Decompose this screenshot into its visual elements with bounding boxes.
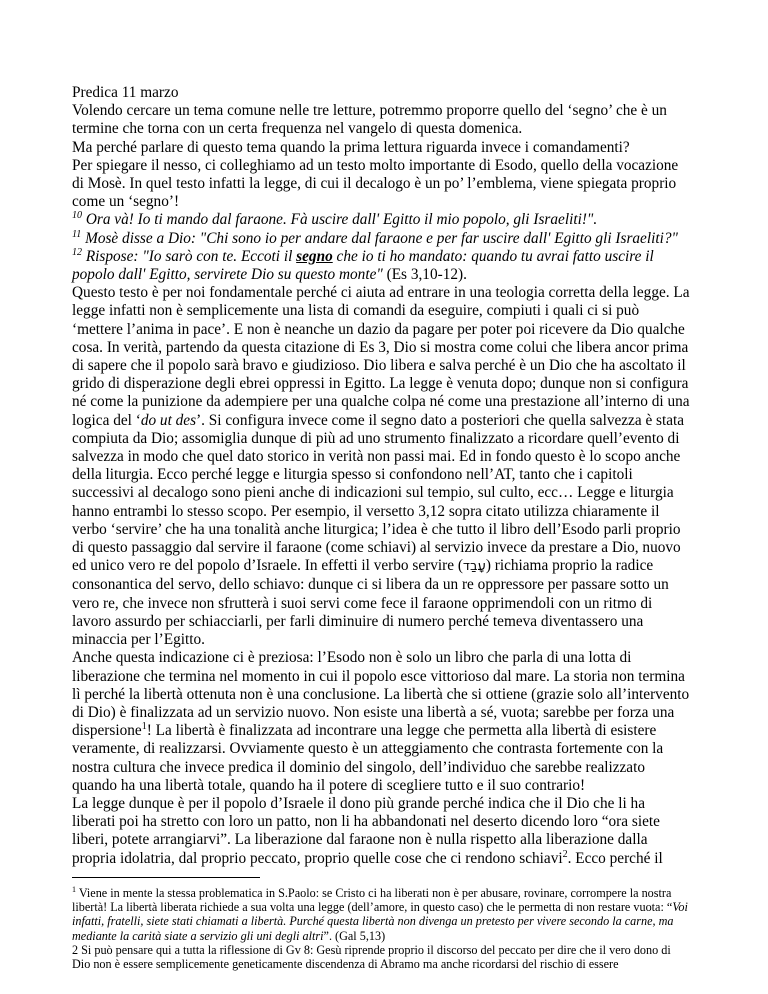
footnote-quote: Voi infatti, fratelli, siete stati chiamati a libertà. Purché questa libertà non divenga un pretesto per vivere secondo la carne, ma mediante la carità siate a servizio gli uni degli altri bbox=[72, 900, 688, 943]
paragraph-intro: Volendo cercare un tema comune nelle tre letture, potremmo proporre quello del ‘segno’ che è un termine che torna con un certa frequenza nel vangelo di questa domenica. bbox=[72, 102, 667, 138]
verse-text: Rispose: "Io sarò con te. Eccoti il bbox=[82, 247, 297, 265]
latin-phrase: do ut des bbox=[140, 411, 197, 429]
verse-number: 10 bbox=[72, 210, 82, 222]
verse-12 bbox=[72, 248, 692, 284]
segno-emphasis: segno bbox=[296, 247, 333, 265]
verse-text: Ora và! Io ti mando dal faraone. Fà uscire dall' Egitto il mio popolo, gli Israeliti!". bbox=[82, 211, 598, 229]
verse-text: che io ti ho mandato: quando tu avrai fatto uscire il popolo dall' Egitto, servirete Dio su questo monte" bbox=[72, 247, 654, 284]
footnotes bbox=[72, 877, 692, 971]
verse-reference: (Es 3,10-12). bbox=[382, 266, 467, 284]
footnote-1: $^1$ Viene in mente la stessa problematica in S.Paolo: se Cristo ci ha liberati non è per abusare, rovinare, corrompere la nostra libertà! La libertà liberata richiede a sua volta una legge (dell’amore, in questo caso) che le permetta di non restare vuota: “Voi infatti, fratelli, siete stati chiamati a libertà. Purché questa libertà non divenga un pretesto per vivere secondo la carne, ma mediante la carità siate a servizio gli uni degli altri”. (Gal 5,13) bbox=[72, 885, 688, 943]
verse-10 bbox=[72, 211, 692, 229]
document-body bbox=[72, 84, 692, 868]
document-title: Predica 11 marzo bbox=[72, 84, 179, 101]
verse-11 bbox=[72, 230, 692, 248]
hebrew-word: עָבַד bbox=[462, 559, 486, 575]
paragraph-gift: La legge dunque è per il popolo d’Israele il dono più grande perché indica che il Dio che li ha liberati poi ha stretto con loro un patto, non li ha abbandonati nel deserto dicendo loro “ora siete liberi, potete arrangiarvi”. La liberazione dal faraone non è nulla rispetto alla liberazione dalla propria idolatria, dal proprio peccato, proprio quelle cose che ci rendono schiavi$^2$. Ecco perché il bbox=[72, 794, 663, 867]
paragraph-explain: Per spiegare il nesso, ci colleghiamo ad un testo molto importante di Esodo, quello della vocazione di Mosè. In quel testo infatti la legge, di cui il decalogo è un po’ l’emblema, viene spiegata proprio come un ‘segno’! bbox=[72, 156, 679, 211]
verse-number: 11 bbox=[72, 228, 82, 240]
footnote-divider bbox=[72, 877, 260, 878]
verse-text: Mosè disse a Dio: "Chi sono io per andare dal faraone e per far uscire dall' Egitto gli Israeliti?" bbox=[81, 229, 678, 247]
footnote-ref-2[interactable]: 2 bbox=[562, 848, 568, 860]
footnote-ref-1[interactable]: 1 bbox=[141, 721, 147, 733]
footnote-2: 2 Si può pensare qui a tutta la riflessione di Gv 8: Gesù riprende proprio il discorso del peccato per dire che il vero dono di Dio non è essere semplicemente geneticamente discendenza di Abramo ma anche ricordarsi del rischio di essere bbox=[72, 942, 671, 972]
paragraph-law: Questo testo è per noi fondamentale perché ci aiuta ad entrare in una teologia corretta della legge. La legge infatti non è semplicemente una lista di comandi da eseguire, compiuti i quali ci si può ‘mettere l’anima in pace’. E non è neanche un dazio da pagare per poter poi ricevere da Dio qualche cosa. In verità, partendo da questa citazione di Es 3, Dio si mostra come colui che libera ancor prima di sapere che il popolo sarà bravo e giudizioso. Dio libera e salva perché è un Dio che ha ascoltato il grido di disperazione degli ebrei oppressi in Egitto. La legge è venuta dopo; dunque non si configura né come la punizione da adempiere per una qualche colpa né come una prestazione all’interno di una logica del ‘do ut des’. Si configura invece come il segno dato a posteriori che quella salvezza è stata compiuta da Dio; assomiglia dunque di più ad uno strumento finalizzato a ricordare quell’evento di salvezza in modo che quel dato storico in verità non passi mai. Ed in fondo questo è lo scopo anche della liturgia. Ecco perché legge e liturgia spesso si confondono nell’AT, tanto che i capitoli successivi al decalogo sono pieni anche di indicazioni sul tempio, sul culto, ecc… Legge e liturgia hanno entrambi lo stesso scopo. Per esempio, il versetto 3,12 sopra citato utilizza chiaramente il verbo ‘servire’ che ha una tonalità anche liturgica; l’idea è che tutto il libro dell’Esodo parli proprio di questo passaggio dal servire il faraone (come schiavi) al servizio invece da prestare a Dio, nuovo ed unico vero re del popolo d’Israele. In effetti il verbo servire (עָבַד) richiama proprio la radice consonantica del servo, dello schiavo: dunque ci si libera da un re oppressore per passare sotto un vero re, che invece non sfrutterà i suoi servi come fece il faraone opprimendoli con un ritmo di lavoro assurdo per schiacciarli, per farli diminuire di numero perché temeva diventassero una minaccia per l’Egitto. bbox=[72, 284, 690, 649]
footnote-number: 1 bbox=[72, 885, 76, 894]
verse-number: 12 bbox=[72, 246, 82, 258]
paragraph-question: Ma perché parlare di questo tema quando la prima lettura riguarda invece i comandamenti? bbox=[72, 138, 630, 156]
paragraph-freedom: Anche questa indicazione ci è preziosa: l’Esodo non è solo un libro che parla di una lotta di liberazione che termina nel momento in cui il popolo esce vittorioso dal mare. La storia non termina lì perché la libertà ottenuta non è una conclusione. La libertà che si ottiene (grazie solo all’intervento di Dio) è finalizzata ad un servizio nuovo. Non esiste una libertà a sé, vuota; sarebbe per forza una dispersione$^1$! La libertà è finalizzata ad incontrare una legge che permetta alla libertà di esistere veramente, di realizzarsi. Ovviamente questo è un atteggiamento che contrasta fortemente con la nostra cultura che invece predica il dominio del singolo, dell’individuo che sarebbe realizzato quando ha una libertà totale, quando ha il potere di scegliere tutto e il suo contrario! bbox=[72, 649, 690, 794]
